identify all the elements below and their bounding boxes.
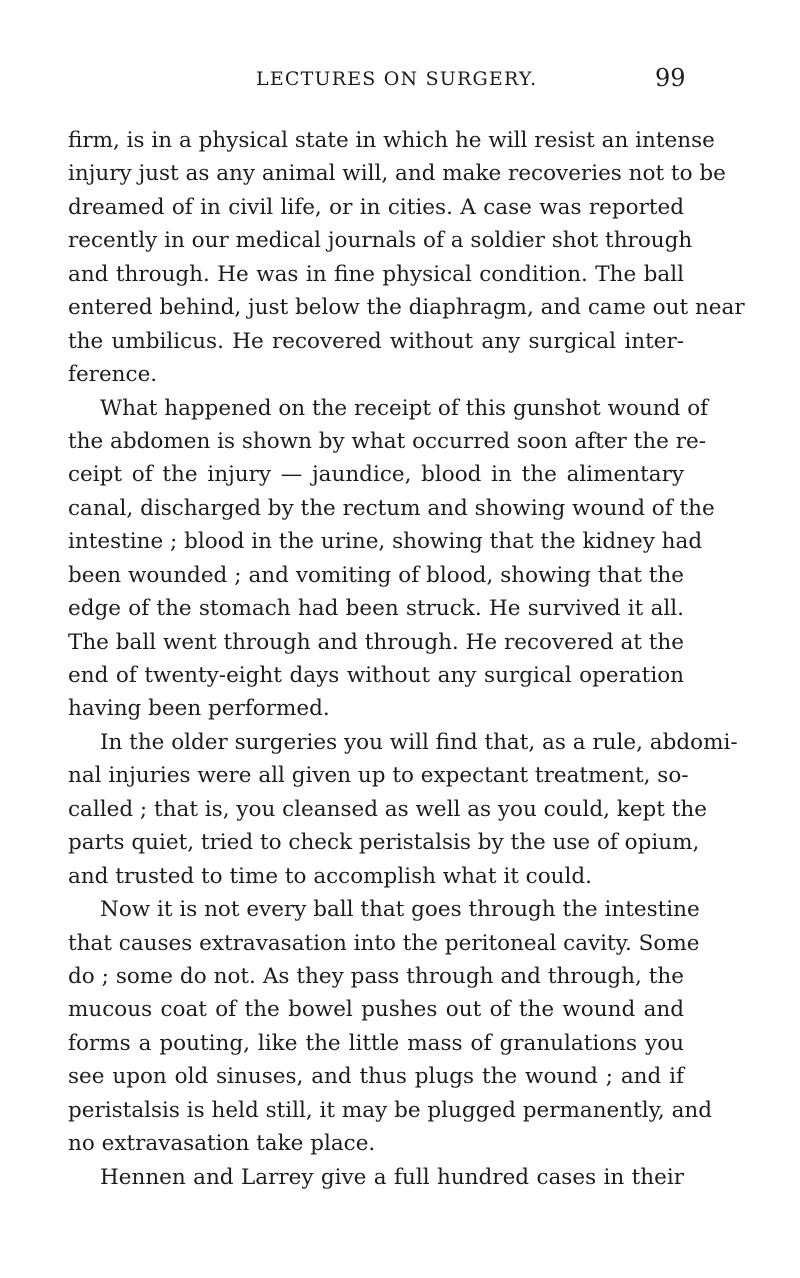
running-head: LECTURES ON SURGERY.: [256, 68, 538, 90]
page-header: [0, 64, 800, 98]
text-line: and through. He was in fine physical condition. The ball: [68, 261, 684, 287]
paragraph-first-line: What happened on the receipt of this gunshot wound of: [100, 395, 709, 421]
text-line: entered behind, just below the diaphragm, and came out near: [68, 295, 745, 321]
text-line: and trusted to time to accomplish what it could.: [68, 863, 592, 889]
text-line: the umbilicus. He recovered without any surgical inter-: [68, 328, 684, 354]
text-line: nal injuries were all given up to expectant treatment, so-: [68, 763, 689, 789]
paragraph-first-line: Hennen and Larrey give a full hundred cases in their: [100, 1164, 684, 1190]
text-line: the abdomen is shown by what occurred soon after the re-: [68, 428, 706, 454]
text-line: edge of the stomach had been struck. He survived it all.: [68, 596, 684, 622]
body-text: [68, 124, 745, 1194]
text-line: recently in our medical journals of a soldier shot through: [68, 228, 693, 254]
text-line: see upon old sinuses, and thus plugs the wound ; and if: [68, 1064, 684, 1090]
text-line: injury just as any animal will, and make recoveries not to be: [68, 161, 726, 187]
text-line: intestine ; blood in the urine, showing that the kidney had: [68, 529, 703, 555]
text-line: ceipt of the injury — jaundice, blood in the alimentary: [68, 462, 684, 488]
text-line: forms a pouting, like the little mass of granulations you: [68, 1030, 684, 1056]
text-line: been wounded ; and vomiting of blood, showing that the: [68, 562, 684, 588]
text-line: ference.: [68, 362, 158, 388]
text-line: firm, is in a physical state in which he will resist an intense: [68, 128, 715, 153]
text-line: dreamed of in civil life, or in cities. A case was reported: [68, 194, 684, 220]
paragraph-first-line: In the older surgeries you will find that, as a rule, abdomi-: [100, 729, 738, 755]
text-line: no extravasation take place.: [68, 1131, 376, 1157]
page-number: 99: [655, 64, 686, 92]
text-line: canal, discharged by the rectum and showing wound of the: [68, 495, 715, 521]
text-line: called ; that is, you cleansed as well as you could, kept the: [68, 796, 707, 822]
text-line: mucous coat of the bowel pushes out of the wound and: [68, 997, 684, 1023]
text-line: end of twenty-eight days without any surgical operation: [68, 663, 684, 688]
text-line: that causes extravasation into the peritoneal cavity. Some: [68, 930, 700, 956]
paragraph-first-line: Now it is not every ball that goes through the intestine: [100, 897, 700, 923]
text-line: peristalsis is held still, it may be plugged permanently, and: [68, 1097, 713, 1123]
text-line: parts quiet, tried to check peristalsis by the use of opium,: [68, 830, 700, 856]
text-line: having been performed.: [68, 696, 330, 722]
text-line: do ; some do not. As they pass through and through, the: [68, 963, 684, 989]
text-line: The ball went through and through. He recovered at the: [68, 629, 684, 655]
